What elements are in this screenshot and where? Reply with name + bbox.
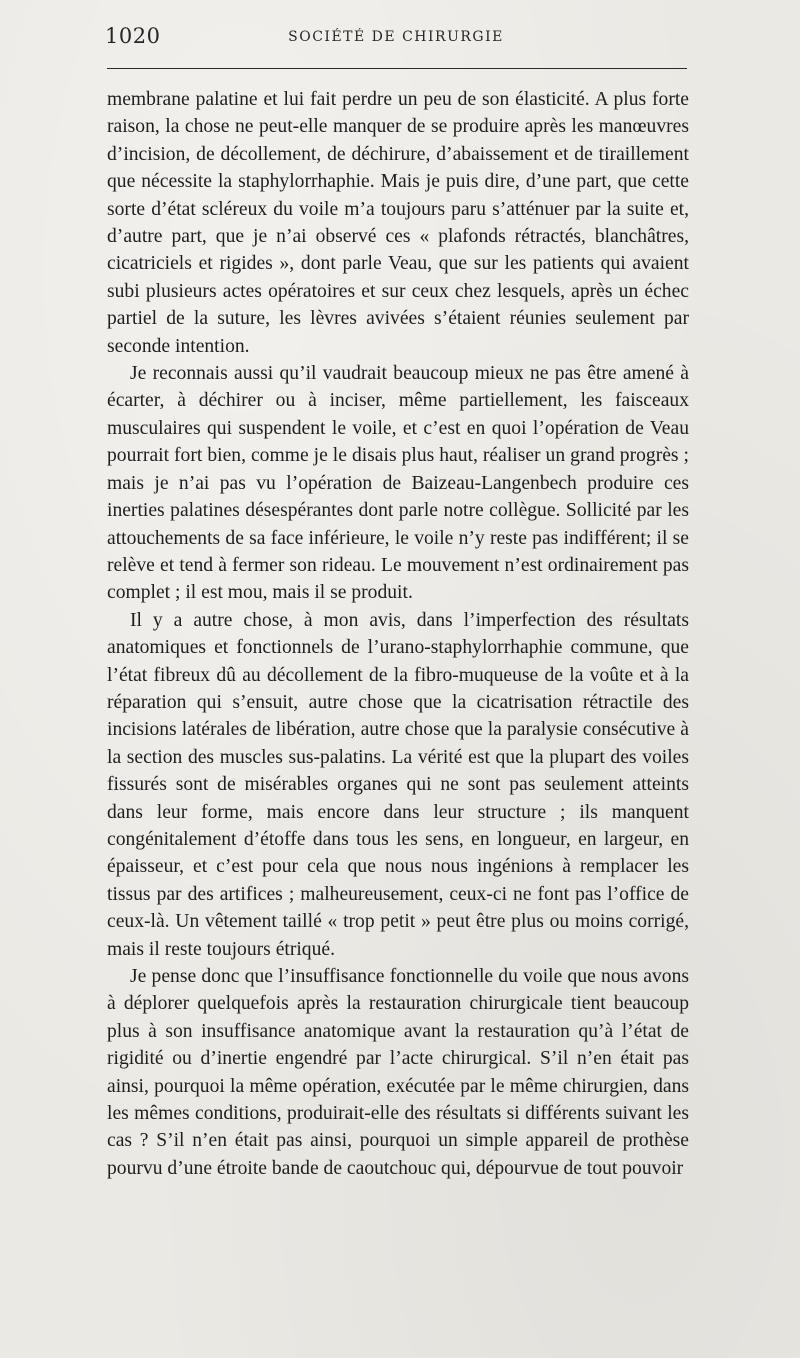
page-number: 1020 (105, 24, 161, 48)
header-rule (107, 68, 687, 69)
paragraph: Je reconnais aussi qu’il vaudrait beaucoup mieux ne pas être amené à écarter, à déchirer ou à inciser, même partiellement, les faisceaux musculaires qui suspendent le voile, et c’est en quoi l’opération de Veau pourrait fort bien, comme je le disais plus haut, réaliser un grand progrès ; mais je n’ai pas vu l’opération de Baizeau-Langenbech produire ces inerties palatines désespérantes dont parle notre collègue. Sollicité par les attouchements de sa face inférieure, le voile n’y reste pas indifférent; il se relève et tend à fermer son rideau. Le mouvement n’est ordinairement pas complet ; il est mou, mais il se produit. (107, 363, 689, 604)
page-header (105, 24, 687, 52)
paragraph: membrane palatine et lui fait perdre un peu de son élasticité. A plus forte raison, la chose ne peut-elle manquer de se produire après les manœuvres d’incision, de décollement, de déchirure, d’abaissement et de tiraillement que nécessite la staphylorrhaphie. Mais je puis dire, d’une part, que cette sorte d’état scléreux du voile m’a toujours paru s’atténuer par la suite et, d’autre part, que je n’ai observé ces « plafonds rétractés, blanchâtres, cicatriciels et rigides », dont parle Veau, que sur les patients qui avaient subi plusieurs actes opératoires et sur ceux chez lesquels, après un échec partiel de la suture, les lèvres avivées s’étaient réunies seulement par seconde intention. (107, 89, 689, 357)
paragraph: Je pense donc que l’insuffisance fonctionnelle du voile que nous avons à déplorer quelquefois après la restauration chirurgicale tient beaucoup plus à son insuffisance anatomique avant la restauration qu’à l’état de rigidité ou d’inertie engendré par l’acte chirurgical. S’il n’en était pas ainsi, pourquoi la même opération, exécutée par le même chirurgien, dans les mêmes conditions, produirait-elle des résultats si différents suivant les cas ? S’il n’en était pas ainsi, pourquoi un simple appareil de prothèse pourvu d’une étroite bande de caoutchouc qui, dépourvue de tout pouvoir (107, 966, 689, 1179)
body-text (107, 86, 689, 1182)
running-title: SOCIÉTÉ DE CHIRURGIE (288, 29, 504, 45)
paragraph: Il y a autre chose, à mon avis, dans l’imperfection des résultats anatomiques et fonctionnels de l’urano-staphylorrhaphie commune, que l’état fibreux dû au décollement de la fibro-muqueuse de la voûte et à la réparation qui s’ensuit, autre chose que la cicatrisation rétractile des incisions latérales de libération, autre chose que la paralysie consécutive à la section des muscles sus-palatins. La vérité est que la plupart des voiles fissurés sont de misérables organes qui ne sont pas seulement atteints dans leur forme, mais encore dans leur structure ; ils manquent congénitalement d’étoffe dans tous les sens, en longueur, en largeur, en épaisseur, et c’est pour cela que nous nous ingénions à remplacer les tissus par des artifices ; malheureusement, ceux-ci ne font pas l’office de ceux-là. Un vêtement taillé « trop petit » peut être plus ou moins corrigé, mais il reste toujours étriqué. (107, 609, 689, 960)
